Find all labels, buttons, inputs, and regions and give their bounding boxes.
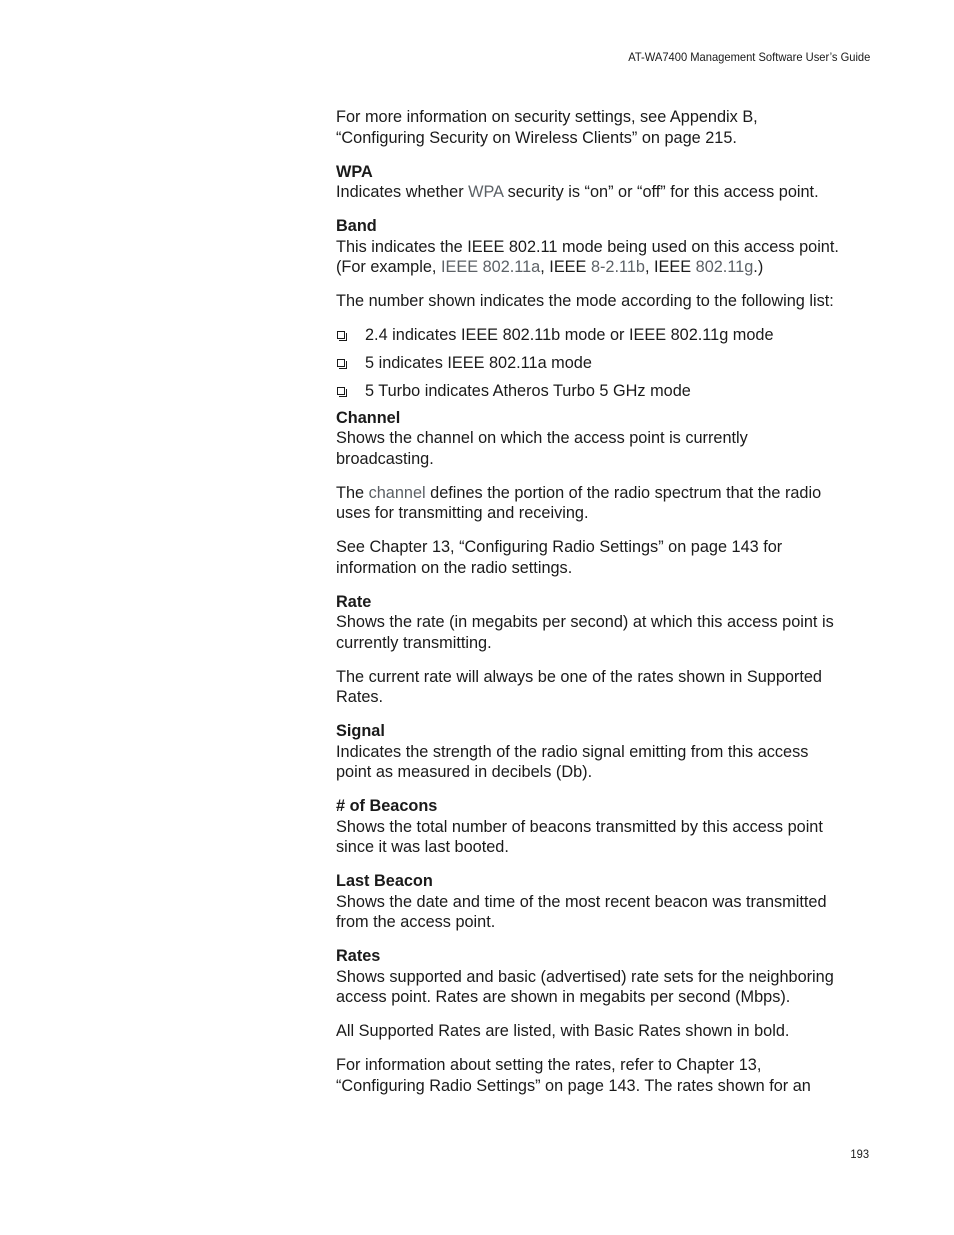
- checkbox-bullet-icon: [337, 359, 345, 367]
- band-text-d: .): [753, 258, 764, 276]
- channel-description: [336, 428, 876, 469]
- rates-ref-line-1: For information about setting the rates, refer to Chapter 13,: [336, 1056, 762, 1074]
- ieee-80211b-link[interactable]: 8-2.11b: [590, 258, 645, 276]
- rate-line-2: currently transmitting.: [336, 633, 492, 652]
- channel-definition: [336, 483, 876, 524]
- band-mode-intro: The number shown indicates the mode according to the following list:: [336, 292, 834, 310]
- rates-ref-line-2: “Configuring Radio Settings” on page 143. The rates shown for an: [336, 1076, 811, 1095]
- beacons-description: [336, 817, 876, 858]
- rates-description: [336, 967, 876, 1008]
- channel-see-line-1: See Chapter 13, “Configuring Radio Settings” on page 143 for: [336, 538, 783, 556]
- list-item: [336, 353, 876, 381]
- wpa-link[interactable]: WPA: [468, 183, 504, 201]
- channel-link[interactable]: channel: [368, 483, 426, 502]
- rates-reference: [336, 1055, 876, 1096]
- band-line-1: This indicates the IEEE 802.11 mode being used on this access point.: [336, 237, 839, 256]
- ieee-80211a-link[interactable]: IEEE 802.11a: [440, 258, 541, 276]
- intro-line-2: “Configuring Security on Wireless Clients” on page 215.: [336, 128, 737, 147]
- band-mode-list: [336, 325, 876, 409]
- channel-see-line-2: information on the radio settings.: [336, 558, 573, 577]
- list-item-text: 5 Turbo indicates Atheros Turbo 5 GHz mode: [365, 381, 691, 400]
- rate-description: [336, 612, 876, 653]
- wpa-text: Indicates whether: [336, 183, 469, 201]
- band-text-c: , IEEE: [644, 258, 696, 276]
- last-beacon-line-1: Shows the date and time of the most recent beacon was transmitted: [336, 892, 827, 911]
- checkbox-bullet-icon: [337, 331, 345, 339]
- last-beacon-line-2: from the access point.: [336, 913, 496, 931]
- list-item-text: 5 indicates IEEE 802.11a mode: [365, 353, 592, 372]
- checkbox-bullet-icon: [337, 387, 345, 395]
- rates-line-2: access point. Rates are shown in megabits per second (Mbps).: [336, 988, 791, 1006]
- signal-line-1: Indicates the strength of the radio signal emitting from this access: [336, 742, 809, 761]
- list-item: [336, 381, 876, 409]
- heading-channel: Channel: [336, 408, 401, 427]
- signal-line-2: point as measured in decibels (Db).: [336, 763, 593, 781]
- channel-text-b: defines the portion of the radio spectrum that the radio: [425, 483, 822, 502]
- running-header: AT-WA7400 Management Software User’s Guide: [627, 50, 870, 64]
- heading-beacons: # of Beacons: [336, 797, 438, 815]
- heading-rate: Rate: [336, 592, 372, 611]
- page-body: [336, 107, 876, 1096]
- intro-paragraph: [336, 107, 876, 148]
- ieee-80211g-link[interactable]: 802.11g: [695, 258, 754, 276]
- rates-line-1: Shows supported and basic (advertised) rate sets for the neighboring: [336, 967, 834, 986]
- rate-line-1: Shows the rate (in megabits per second) at which this access point is: [336, 613, 834, 631]
- heading-last-beacon: Last Beacon: [336, 872, 433, 890]
- band-description: [336, 237, 876, 278]
- channel-line-1: Shows the channel on which the access point is currently: [336, 429, 748, 447]
- last-beacon-description: [336, 892, 876, 933]
- list-item-text: 2.4 indicates IEEE 802.11b mode or IEEE 802.11g mode: [365, 325, 774, 344]
- beacons-line-2: since it was last booted.: [336, 838, 509, 856]
- beacons-line-1: Shows the total number of beacons transmitted by this access point: [336, 817, 823, 836]
- wpa-text-2: security is “on” or “off” for this access point.: [503, 183, 819, 201]
- rate-note-line-1: The current rate will always be one of the rates shown in Supported: [336, 667, 822, 686]
- page-number: 193: [850, 1147, 869, 1161]
- list-item: [336, 325, 876, 353]
- rates-bold-note: All Supported Rates are listed, with Basic Rates shown in bold.: [336, 1022, 790, 1040]
- channel-line-2: broadcasting.: [336, 449, 434, 468]
- heading-rates: Rates: [336, 947, 381, 965]
- rate-note-line-2: Rates.: [336, 688, 384, 706]
- channel-see-also: [336, 537, 876, 578]
- heading-signal: Signal: [336, 722, 385, 740]
- wpa-description: [336, 182, 876, 203]
- channel-text-c: uses for transmitting and receiving.: [336, 504, 589, 522]
- band-text-a: (For example,: [336, 258, 441, 276]
- intro-line-1: For more information on security settings, see Appendix B,: [336, 108, 758, 126]
- signal-description: [336, 742, 876, 783]
- rate-note: [336, 667, 876, 708]
- band-text-b: , IEEE: [540, 258, 591, 276]
- channel-text-a: The: [336, 483, 369, 502]
- heading-band: Band: [336, 217, 377, 235]
- heading-wpa: WPA: [336, 162, 373, 181]
